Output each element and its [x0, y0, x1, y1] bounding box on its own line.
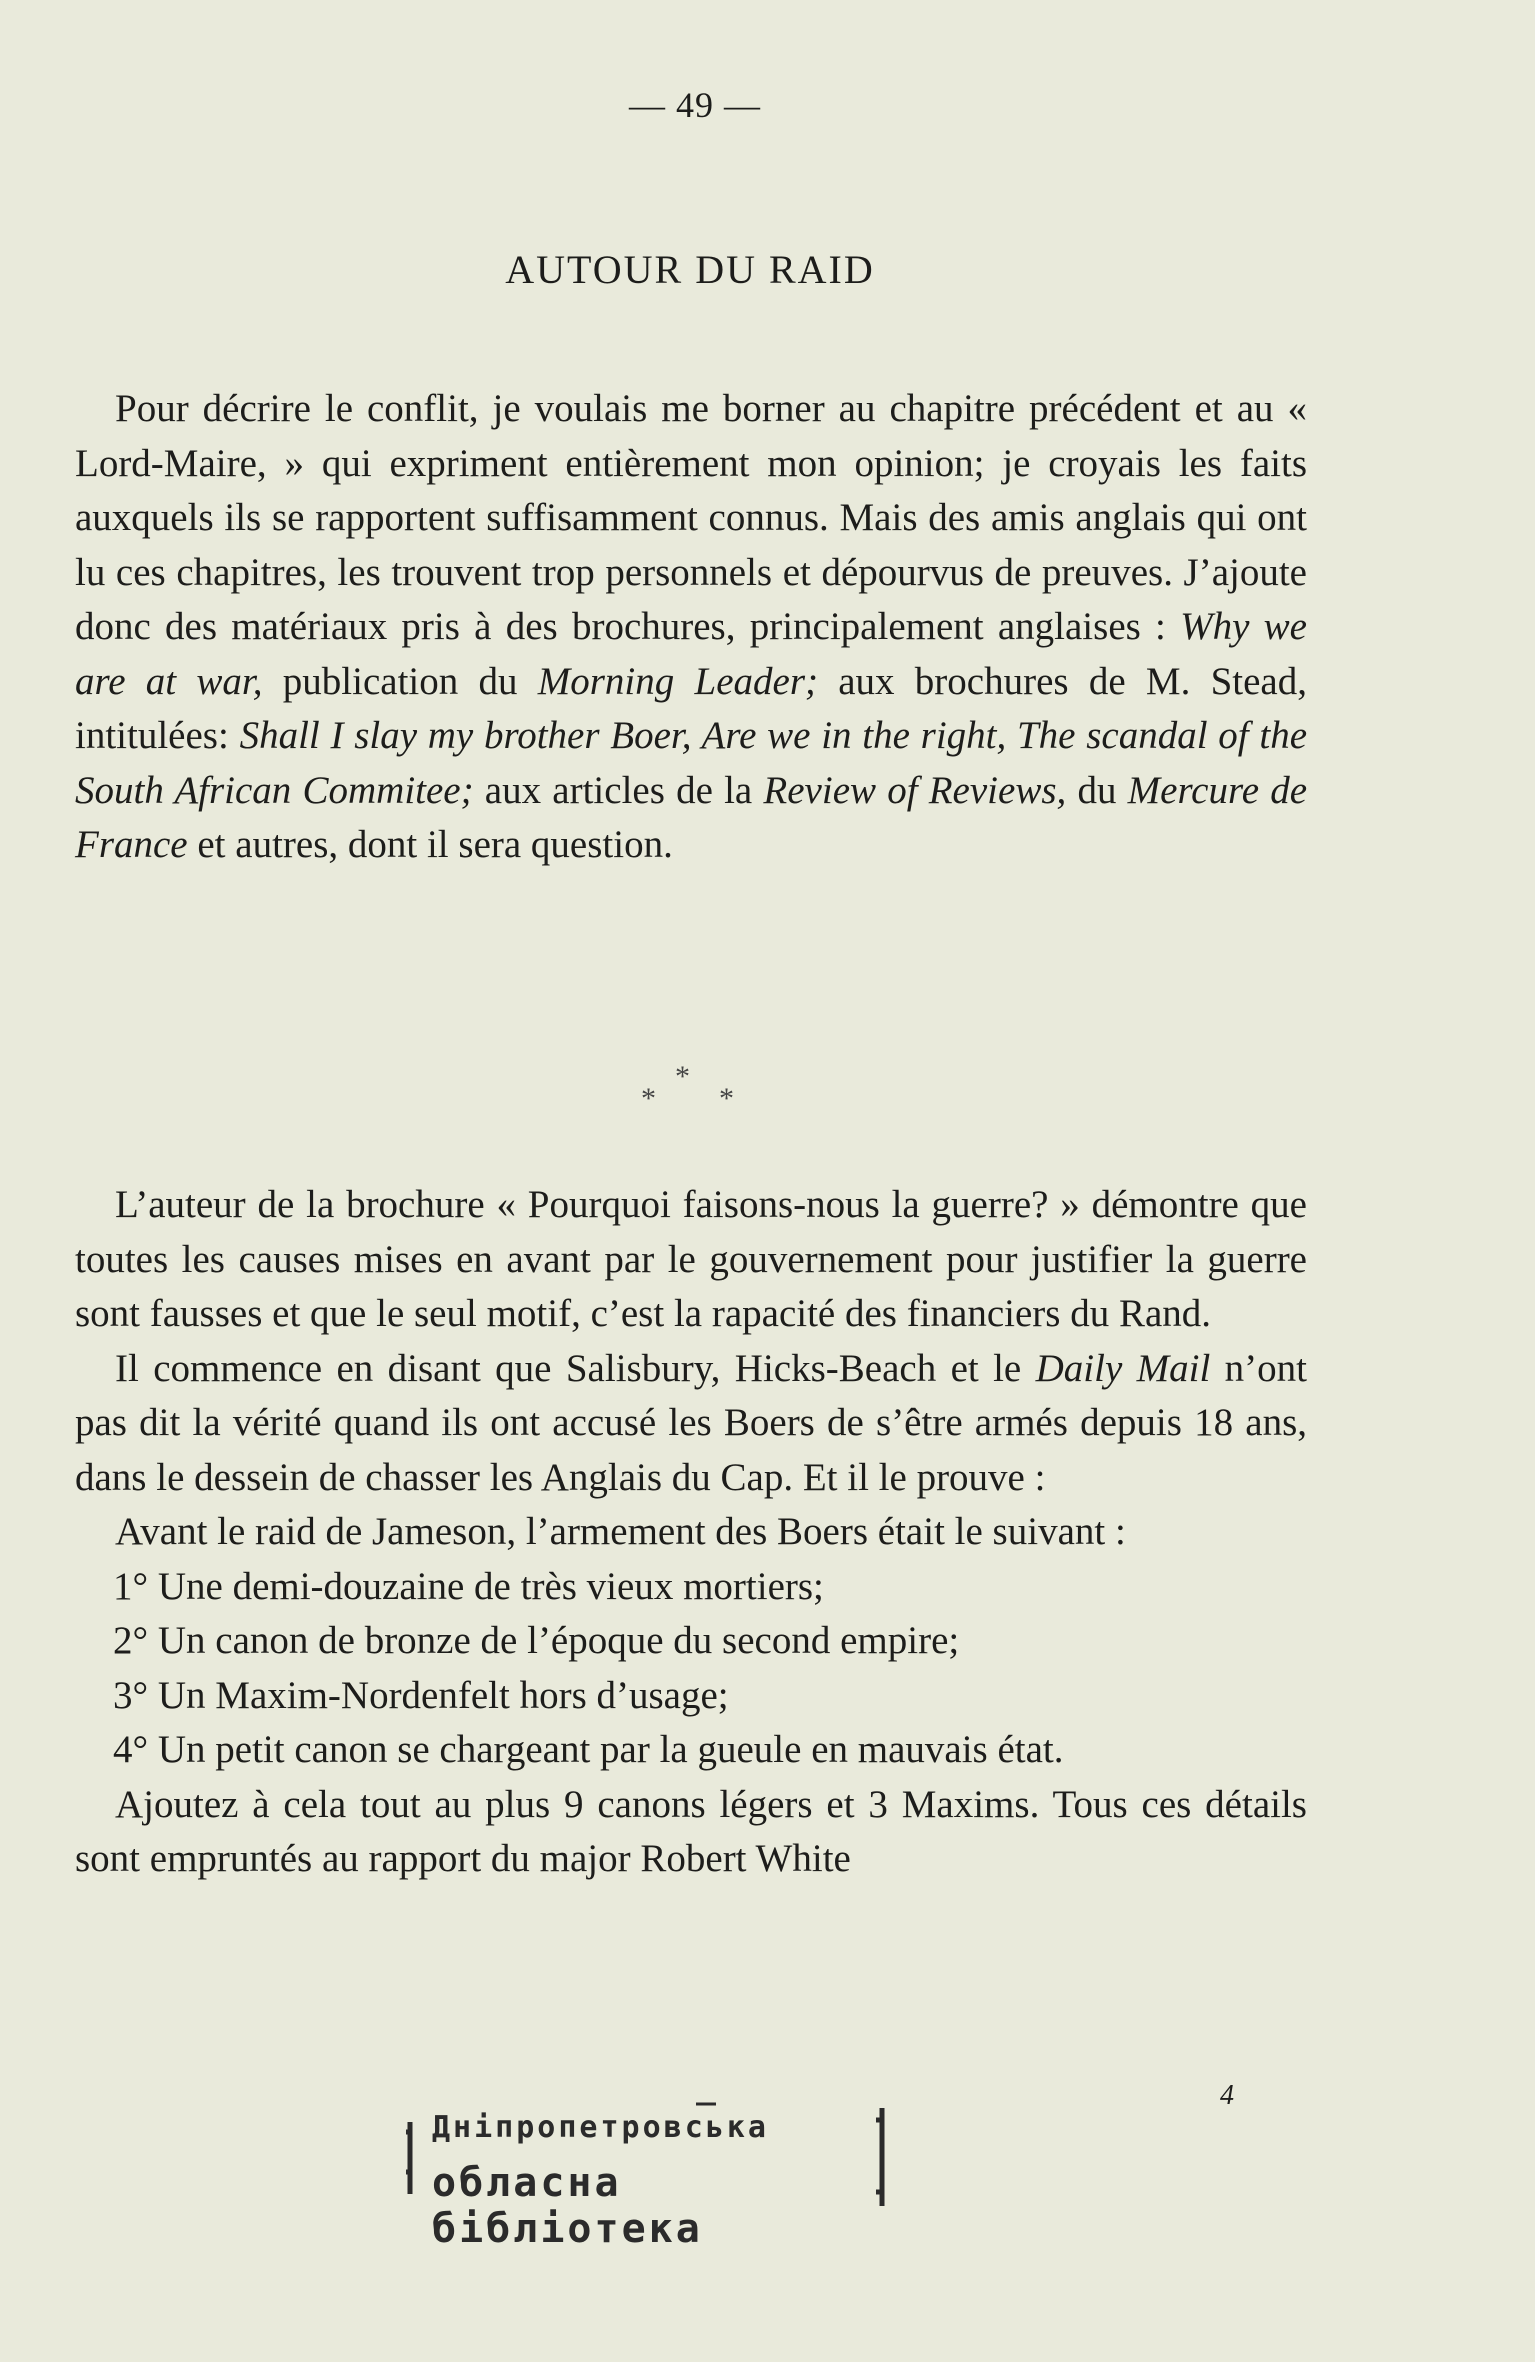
- intro-italic-title-3: Shall I slay my brother Boer, Are we in the right, The scandal of the South African Commitee;: [75, 714, 1308, 812]
- list-item: 2° Un canon de bronze de l’époque du second empire;: [113, 1619, 960, 1662]
- asterism-divider: [625, 1060, 734, 1120]
- asterisk-left: *: [641, 1082, 656, 1115]
- intro-text-1: Pour décrire le conflit, je voulais me borner au chapitre précédent et au « Lord-Maire, » qui expriment entièrement mon opinion; je croyais les faits auxquels ils se rapportent suffisamment connus. Mais des amis anglais qui ont lu ces chapitres, les trouvent trop personnels et dépourvus de preuves. J’ajoute donc des matériaux pris à des brochures, principalement anglaises :: [75, 387, 1307, 648]
- main-section: [75, 1178, 1307, 1887]
- paragraph-brochure: L’auteur de la brochure « Pourquoi faisons-nous la guerre? » démontre que toutes les causes mises en avant par le gouvernement pour justifier la guerre sont fausses et que le seul motif, c’est la rapacité des financiers du Rand.: [75, 1183, 1307, 1335]
- intro-italic-title-2: Morning Leader;: [537, 659, 818, 703]
- intro-text-4: aux articles de la: [473, 768, 764, 812]
- intro-text-6: et autres, dont il sera question.: [187, 823, 673, 866]
- page-number: — 49 —: [629, 85, 761, 125]
- list-item: 3° Un Maxim-Nordenfelt hors d’usage;: [113, 1673, 729, 1717]
- paragraph-details: Ajoutez à cela tout au plus 9 canons légers et 3 Maxims. Tous ces détails sont empruntés au rapport du major Robert White: [75, 1782, 1307, 1880]
- salisbury-text-2: n’ont pas dit la vérité quand ils ont accusé les Boers de s’être armés depuis 18 ans, dans le dessein de chasser les Anglais du Cap. Et il le prouve :: [75, 1346, 1308, 1499]
- list-item: 4° Un petit canon se chargeant par la gueule en mauvais état.: [113, 1728, 1064, 1771]
- list-item: 1° Une demi-douzaine de très vieux mortiers;: [113, 1564, 824, 1608]
- intro-text-2: publication du: [262, 659, 538, 703]
- intro-text-3: aux brochures de M. Stead, intitulées:: [75, 659, 1307, 757]
- library-stamp: [396, 2102, 896, 2252]
- stamp-line-2: обласна бiблiотека: [432, 2160, 703, 2252]
- intro-paragraph: [75, 382, 1307, 873]
- stamp-line-1: Днiпропетровська: [432, 2110, 769, 2145]
- intro-italic-title-4: Review of Reviews,: [763, 768, 1067, 812]
- intro-italic-title-1: Why we are at war,: [75, 605, 1307, 703]
- intro-text-5: du: [1066, 768, 1128, 812]
- signature-mark: 4: [1220, 2080, 1234, 2111]
- asterisk-top: *: [675, 1060, 690, 1093]
- chapter-title: AUTOUR DU RAID: [505, 247, 875, 292]
- paragraph-salisbury: [75, 1342, 1307, 1506]
- paragraph-armament: Avant le raid de Jameson, l’armement des Boers était le suivant :: [115, 1510, 1126, 1553]
- intro-italic-title-5: Mercure de France: [75, 768, 1308, 866]
- salisbury-text-1: Il commence en disant que Salisbury, Hicks-Beach et le: [115, 1346, 1036, 1390]
- daily-mail-title: Daily Mail: [1035, 1346, 1211, 1390]
- asterisk-right: *: [719, 1082, 734, 1115]
